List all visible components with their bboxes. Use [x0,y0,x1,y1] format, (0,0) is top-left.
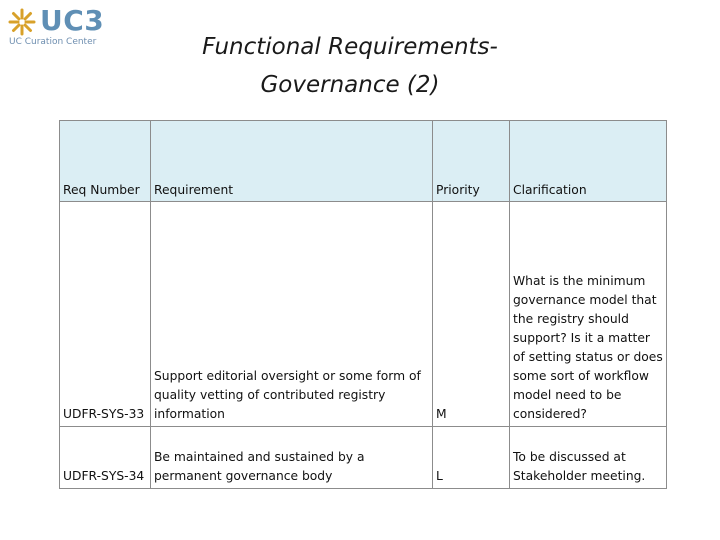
table-header-row [60,121,667,202]
cell-priority: M [433,202,510,427]
title-line-2: Governance (2) [260,72,440,98]
cell-requirement: Be maintained and sustained by a permanent governance body [151,427,433,489]
uc3-flower-icon [8,8,36,36]
header-clarification: Clarification [510,121,667,202]
table-row [60,427,667,489]
cell-requirement: Support editorial oversight or some form of quality vetting of contributed registry information [151,202,433,427]
cell-req-number: UDFR-SYS-33 [60,202,151,427]
requirements-table [59,120,667,489]
header-req-number: Req Number [60,121,151,202]
table-row [60,202,667,427]
cell-req-number: UDFR-SYS-34 [60,427,151,489]
title-line-1: Functional Requirements- [202,34,498,60]
cell-clarification: What is the minimum governance model that the registry should support? Is it a matter of setting status or does some sort of workflow model need to be considered? [510,202,667,427]
logo-subtitle: UC Curation Center [9,37,97,47]
slide-title [170,28,530,104]
cell-priority: L [433,427,510,489]
header-requirement: Requirement [151,121,433,202]
logo-name: UC3 [40,4,105,37]
header-priority: Priority [433,121,510,202]
uc3-logo [8,6,138,50]
cell-clarification: To be discussed at Stakeholder meeting. [510,427,667,489]
